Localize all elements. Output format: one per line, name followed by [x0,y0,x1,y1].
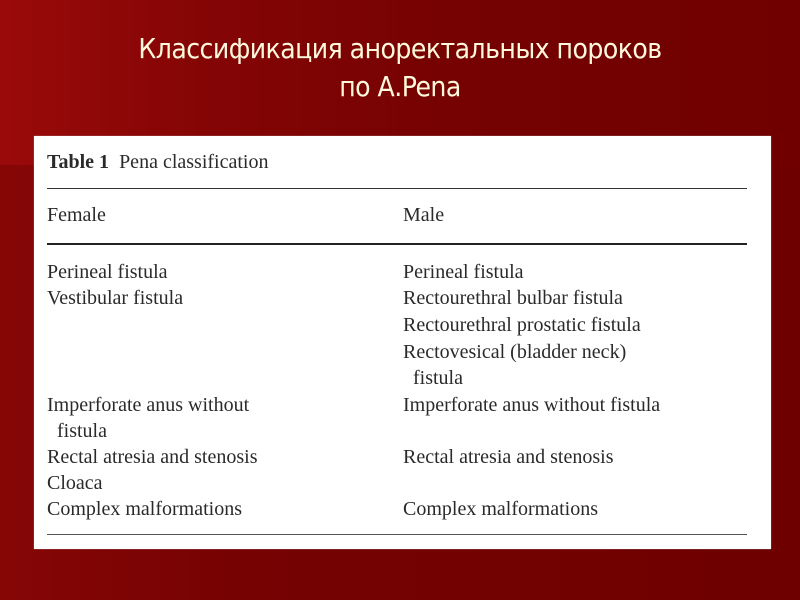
male-row-continuation: fistula [413,367,463,389]
male-row [403,285,623,311]
table-caption-text: Pena classification [119,151,269,173]
male-row-text: Complex malformations [403,498,598,520]
table-caption [47,151,268,174]
slide-title [40,30,760,106]
column-header-male: Male [403,204,445,226]
male-row [403,312,641,338]
bottom-rule [47,534,747,535]
female-row-text: Rectal atresia and stenosis [47,446,258,468]
female-row-text: Vestibular fistula [47,287,184,309]
slide-title-line-1: Классификация аноректальных пороков [138,32,662,65]
male-row-text: Rectovesical (bladder neck) [403,341,627,363]
female-row [47,259,168,285]
female-row [47,470,103,496]
female-row [47,285,183,311]
table-caption-label: Table 1 [47,151,110,173]
female-row-continuation: fistula [57,420,107,442]
header-rule [47,243,747,245]
female-row-text: Cloaca [47,472,103,494]
male-row-text: Rectourethral prostatic fistula [403,314,641,336]
female-row [47,496,242,522]
male-row [403,392,660,418]
male-row [403,339,626,391]
female-row-text: Imperforate anus without [47,394,250,416]
female-row-text: Complex malformations [47,498,242,520]
slide-title-line-2: по А.Pena [339,70,461,103]
female-row [47,392,249,444]
male-row [403,444,614,470]
male-row-text: Rectourethral bulbar fistula [403,287,623,309]
classification-table [34,136,771,549]
male-row-text: Perineal fistula [403,261,524,283]
male-row-text: Imperforate anus without fistula [403,394,661,416]
column-header-female: Female [47,204,106,226]
top-rule [47,188,747,189]
male-row [403,259,524,285]
male-row-text: Rectal atresia and stenosis [403,446,614,468]
female-row-text: Perineal fistula [47,261,168,283]
female-row [47,444,258,470]
male-row [403,496,598,522]
